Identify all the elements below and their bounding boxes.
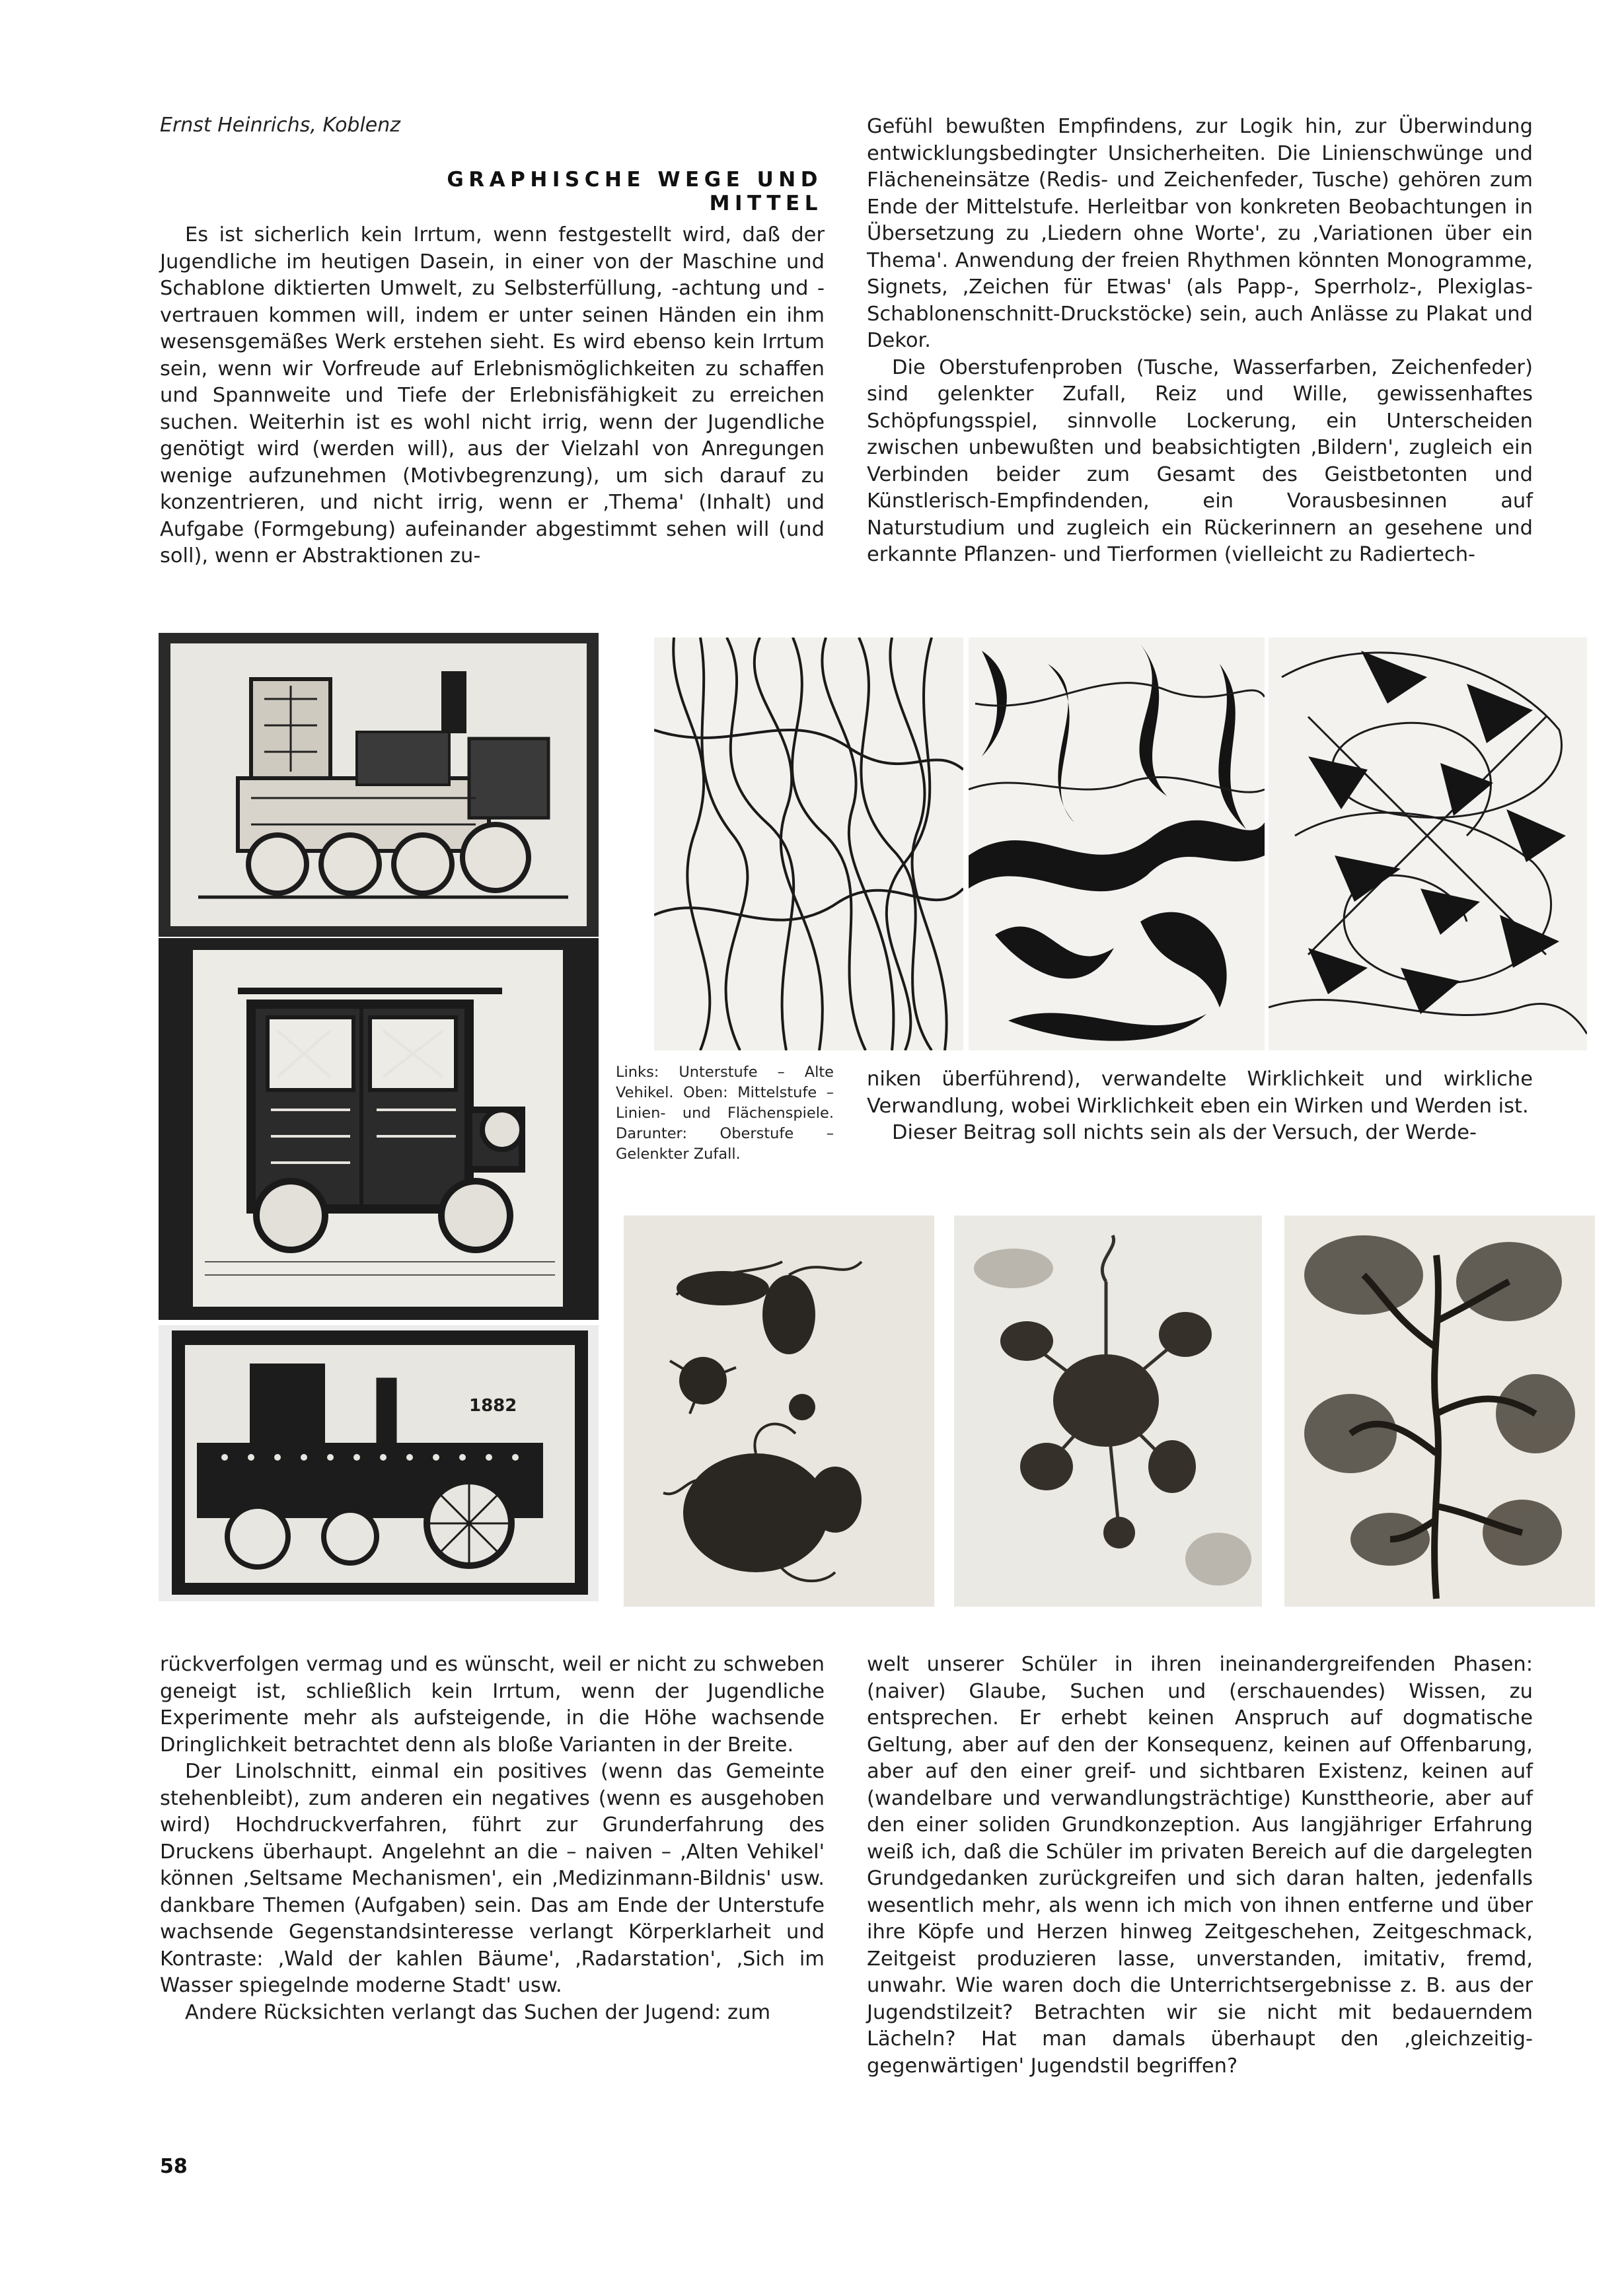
ink-blot-study-2 (954, 1216, 1262, 1607)
pen-line-study (654, 637, 963, 1050)
ink-shapes-study-2 (1269, 637, 1587, 1050)
paragraph: Dieser Beitrag soll nichts sein als der Versuch, der Werde- (892, 1121, 1477, 1144)
article-title: GRAPHISCHE WEGE UND MITTEL (447, 168, 823, 215)
linocut-year-label: 1882 (469, 1396, 517, 1416)
text-column-top-right (867, 114, 1533, 569)
author-line: Ernst Heinrichs, Koblenz (160, 114, 401, 137)
ink-blot-study-1 (624, 1216, 934, 1607)
text-column-middle-right (867, 1066, 1533, 1147)
paragraph: Gefühl bewußten Empfindens, zur Logik hin, zur Überwindung entwicklungsbedingter Unsicherheiten. Die Linienschwünge und Flächeneinsätze (Redis- und Zeichenfeder, Tusche) gehören zum Ende der Mittelstufe. Herleitbar von konkreten Beobachtungen in Übersetzung zu ‚Liedern ohne Worte', zu ‚Variationen über ein Thema'. Anwendung der freien Rhythmen könnten Monogramme, Signets, ‚Zeichen für Etwas' (als Papp-, Sperrholz-, Plexiglas-Schablonenschnitt-Druckstöcke) sein, auch Anlässe zu Plakat und Dekor. (867, 115, 1533, 352)
linocut-locomotive-1 (159, 633, 599, 937)
text-column-bottom-right (867, 1652, 1533, 2080)
page-number: 58 (160, 2155, 188, 2178)
text-column-bottom-left (160, 1652, 825, 2026)
paragraph: rückverfolgen vermag und es wünscht, weil er nicht zu schweben geneigt ist, schließlich kein Irrtum, wenn der Jugendliche Experimente mehr als aufsteigende, in die Höhe wachsende Dringlichkeit betrachtet denn als bloße Varianten in der Breite. (160, 1653, 825, 1757)
paragraph: Der Linolschnitt, einmal ein positives (wenn das Gemeinte stehenbleibt), zum anderen ein negatives (wenn es ausgehoben wird) Hochdruckverfahren, führt zur Grunderfahrung des Druckens überhaupt. Angelehnt an die – naiven – ‚Alten Vehikel' können ‚Seltsame Mechanismen', ein ‚Medizinmann-Bildnis' usw. dankbare Themen (Aufgaben) sein. Das am Ende der Unterstufe wachsende Gegenstandsinteresse verlangt Körperklarheit und Kontraste: ‚Wald der kahlen Bäume', ‚Radarstation', ‚Sich im Wasser spiegelnde moderne Stadt' usw. (160, 1760, 825, 1997)
paragraph: welt unserer Schüler in ihren ineinandergreifenden Phasen: (naiver) Glaube, Suchen und (erschauendes) Wissen, zu entsprechen. Er erhebt keinen Anspruch auf dogmatische Geltung, aber auf den der Konsequenz, keinen auf Offenbarung, aber auf den einer greif- und sichtbaren Existenz, keinen auf (wandelbare und verwandlungsträchtige) Kunsttheorie, aber auf den einer soliden Grundkonzeption. Aus langjähriger Erfahrung weiß ich, daß die Schüler im privaten Bereich auf die dargelegten Grundgedanken zurückgreifen und sich daran halten, jedenfalls wesentlich mehr, als wenn ich mich von ihnen entferne und über ihre Köpfe und Herzen hinweg Zeitgeschehen, Zeitgeschmack, Zeitgeist produzieren lasse, unverstanden, imitativ, fremd, unwahr. Wie waren doch die Unterrichtsergebnisse z. B. aus der Jugendstilzeit? Betrachten wir sie nicht mit bedauerndem Lächeln? Hat man damals überhaupt den ‚gleichzeitig-gegenwärtigen' Jugendstil begriffen? (867, 1653, 1533, 2078)
paragraph: Die Oberstufenproben (Tusche, Wasserfarben, Zeichenfeder) sind gelenkter Zufall, Reiz und Wille, gewissenhaftes Schöpfungsspiel, sinnvolle Lockerung, ein Unterscheiden zwischen unbewußten und beabsichtigten ‚Bildern', zugleich ein Verbinden beider zum Gesamt des Geistbetonten und Künstlerisch-Empfindenden, ein Vorausbesinnen auf Naturstudium und zugleich ein Rückerinnern an gesehene und erkannte Pflanzen- und Tierformen (vielleicht zu Radiertech- (867, 355, 1533, 566)
figure-caption: Links: Unterstufe – Alte Vehikel. Oben: Mittelstufe – Linien- und Flächenspiele. Darunter: Oberstufe – Gelenkter Zufall. (616, 1064, 834, 1163)
linocut-automobile (159, 938, 599, 1320)
paragraph: niken überführend), verwandelte Wirklichkeit und wirkliche Verwandlung, wobei Wirklichkeit eben ein Wirken und Werden ist. (867, 1068, 1533, 1118)
ink-plant-study (1284, 1216, 1595, 1607)
paragraph: Andere Rücksichten verlangt das Suchen der Jugend: zum (185, 2000, 771, 2024)
paragraph: Es ist sicherlich kein Irrtum, wenn festgestellt wird, daß der Jugendliche im heutigen Dasein, in einer von der Maschine und Schablone diktierten Umwelt, zu Selbsterfüllung, -achtung und -vertrauen kommen will, indem er unter seinen Händen ein ihm wesensgemäßes Werk erstehen sieht. Es wird ebenso kein Irrtum sein, wenn wir Vorfreude auf Erlebnismöglichkeiten zu schaffen und Spannweite und Tiefe der Erlebnisfähigkeit zu erreichen suchen. Weiterhin ist es wohl nicht irrig, wenn der Jugendliche genötigt wird (werden will), aus der Vielzahl von Anregungen wenige aufzunehmen (Motivbegrenzung), um sich darauf zu konzentrieren, und nicht irrig, wenn er ‚Thema' (Inhalt) und Aufgabe (Formgebung) aufeinander abgestimmt sehen will (und soll), wenn er Abstraktionen zu- (160, 223, 825, 567)
text-column-top-left (160, 222, 825, 570)
ink-shapes-study-1 (969, 637, 1265, 1050)
linocut-locomotive-2 (159, 1325, 599, 1601)
